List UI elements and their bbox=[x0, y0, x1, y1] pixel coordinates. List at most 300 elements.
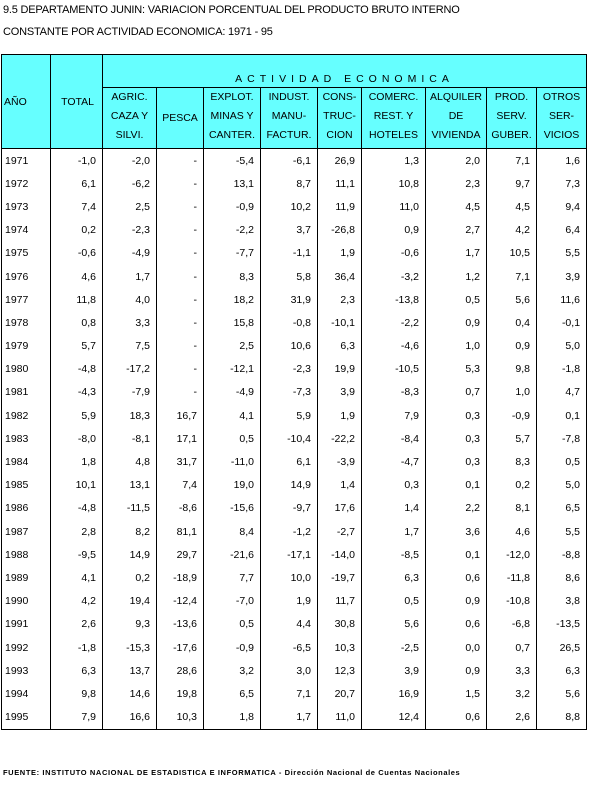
value-cell: -4,9 bbox=[103, 242, 157, 265]
value-cell: 1,7 bbox=[103, 265, 157, 288]
value-cell: 1,4 bbox=[362, 497, 426, 520]
value-cell: 5,6 bbox=[487, 288, 537, 311]
year-cell: 1995 bbox=[2, 706, 51, 730]
value-cell: 11,1 bbox=[318, 172, 362, 195]
header-activity-group: ACTIVIDAD ECONOMICA bbox=[103, 55, 587, 88]
year-cell: 1981 bbox=[2, 381, 51, 404]
year-cell: 1980 bbox=[2, 358, 51, 381]
value-cell: 8,4 bbox=[204, 520, 261, 543]
value-cell: -12,0 bbox=[487, 543, 537, 566]
value-cell: 0,3 bbox=[362, 474, 426, 497]
year-cell: 1976 bbox=[2, 265, 51, 288]
value-cell: -9,7 bbox=[261, 497, 318, 520]
value-cell: 0,9 bbox=[426, 311, 487, 334]
value-cell: 16,6 bbox=[103, 706, 157, 730]
gdp-variation-table bbox=[1, 54, 587, 730]
value-cell: 19,4 bbox=[103, 590, 157, 613]
value-cell: -1,8 bbox=[51, 636, 103, 659]
value-cell: - bbox=[157, 242, 204, 265]
value-cell: 18,2 bbox=[204, 288, 261, 311]
value-cell: 30,8 bbox=[318, 613, 362, 636]
header-column-line: PESCA bbox=[162, 111, 198, 124]
header-column-line: GUBER. bbox=[491, 129, 532, 141]
value-cell: -3,9 bbox=[318, 450, 362, 473]
value-cell: 1,9 bbox=[318, 404, 362, 427]
value-cell: 0,5 bbox=[426, 288, 487, 311]
value-cell: 4,5 bbox=[487, 195, 537, 218]
value-cell: 9,8 bbox=[487, 358, 537, 381]
value-cell: -7,9 bbox=[103, 381, 157, 404]
table-row bbox=[2, 149, 587, 173]
value-cell: 28,6 bbox=[157, 659, 204, 682]
header-column-line: INDUST. bbox=[268, 91, 310, 103]
table-row bbox=[2, 659, 587, 682]
header-column bbox=[261, 88, 318, 149]
value-cell: 0,6 bbox=[426, 613, 487, 636]
value-cell: 10,8 bbox=[362, 172, 426, 195]
header-column-line: VIVIENDA bbox=[431, 129, 481, 141]
value-cell: 11,9 bbox=[318, 195, 362, 218]
value-cell: 3,6 bbox=[426, 520, 487, 543]
value-cell: 11,0 bbox=[318, 706, 362, 730]
value-cell: 0,5 bbox=[537, 450, 587, 473]
value-cell: 2,8 bbox=[51, 520, 103, 543]
value-cell: -17,1 bbox=[261, 543, 318, 566]
value-cell: -2,3 bbox=[103, 219, 157, 242]
value-cell: -15,6 bbox=[204, 497, 261, 520]
year-cell: 1979 bbox=[2, 335, 51, 358]
table-row bbox=[2, 450, 587, 473]
value-cell: -2,0 bbox=[103, 149, 157, 173]
year-cell: 1988 bbox=[2, 543, 51, 566]
value-cell: -8,3 bbox=[362, 381, 426, 404]
value-cell: 2,7 bbox=[426, 219, 487, 242]
value-cell: -13,6 bbox=[157, 613, 204, 636]
table-row bbox=[2, 613, 587, 636]
value-cell: -6,5 bbox=[261, 636, 318, 659]
value-cell: 1,7 bbox=[362, 520, 426, 543]
value-cell: -8,4 bbox=[362, 427, 426, 450]
value-cell: 13,7 bbox=[103, 659, 157, 682]
table-row bbox=[2, 566, 587, 589]
value-cell: -15,3 bbox=[103, 636, 157, 659]
value-cell: 7,1 bbox=[261, 682, 318, 705]
table-header bbox=[2, 55, 587, 149]
value-cell: -1,8 bbox=[537, 358, 587, 381]
header-column bbox=[103, 88, 157, 149]
table-row bbox=[2, 242, 587, 265]
value-cell: -14,0 bbox=[318, 543, 362, 566]
value-cell: -10,5 bbox=[362, 358, 426, 381]
value-cell: -6,8 bbox=[487, 613, 537, 636]
value-cell: 18,3 bbox=[103, 404, 157, 427]
value-cell: 19,9 bbox=[318, 358, 362, 381]
value-cell: 0,7 bbox=[487, 636, 537, 659]
value-cell: -0,6 bbox=[51, 242, 103, 265]
value-cell: 7,9 bbox=[362, 404, 426, 427]
header-column-line: CANTER. bbox=[208, 129, 256, 141]
table-row bbox=[2, 636, 587, 659]
value-cell: 0,2 bbox=[487, 474, 537, 497]
table-row bbox=[2, 404, 587, 427]
value-cell: -18,9 bbox=[157, 566, 204, 589]
value-cell: 1,8 bbox=[204, 706, 261, 730]
value-cell: 0,9 bbox=[426, 659, 487, 682]
header-column-line: CAZA Y bbox=[110, 110, 149, 122]
value-cell: 1,3 bbox=[362, 149, 426, 173]
value-cell: 16,9 bbox=[362, 682, 426, 705]
value-cell: 0,3 bbox=[426, 450, 487, 473]
year-cell: 1974 bbox=[2, 219, 51, 242]
header-column-line: TRUC- bbox=[323, 110, 356, 122]
header-column-line: DE bbox=[448, 110, 464, 122]
table-title-line1: 9.5 DEPARTAMENTO JUNIN: VARIACION PORCENTUAL DEL PRODUCTO BRUTO INTERNO bbox=[3, 4, 460, 16]
value-cell: 5,5 bbox=[537, 520, 587, 543]
value-cell: 1,9 bbox=[318, 242, 362, 265]
value-cell: 0,5 bbox=[204, 613, 261, 636]
value-cell: 6,3 bbox=[318, 335, 362, 358]
value-cell: 4,1 bbox=[51, 566, 103, 589]
table-row bbox=[2, 195, 587, 218]
value-cell: -11,0 bbox=[204, 450, 261, 473]
value-cell: -2,7 bbox=[318, 520, 362, 543]
table-row bbox=[2, 172, 587, 195]
value-cell: 0,4 bbox=[487, 311, 537, 334]
value-cell: 0,2 bbox=[103, 566, 157, 589]
value-cell: -4,7 bbox=[362, 450, 426, 473]
value-cell: 12,3 bbox=[318, 659, 362, 682]
value-cell: 0,1 bbox=[426, 543, 487, 566]
value-cell: 4,7 bbox=[537, 381, 587, 404]
value-cell: 5,0 bbox=[537, 335, 587, 358]
header-column bbox=[362, 88, 426, 149]
value-cell: -8,1 bbox=[103, 427, 157, 450]
value-cell: 1,6 bbox=[537, 149, 587, 173]
value-cell: 7,4 bbox=[157, 474, 204, 497]
header-column bbox=[426, 88, 487, 149]
value-cell: 4,6 bbox=[51, 265, 103, 288]
header-column-line: SER- bbox=[548, 110, 575, 122]
value-cell: 4,5 bbox=[426, 195, 487, 218]
value-cell: 14,9 bbox=[261, 474, 318, 497]
value-cell: 5,9 bbox=[51, 404, 103, 427]
header-column-line: VICIOS bbox=[543, 129, 580, 141]
value-cell: 8,3 bbox=[204, 265, 261, 288]
table-row bbox=[2, 358, 587, 381]
header-column-line: EXPLOT. bbox=[210, 91, 254, 103]
value-cell: 17,6 bbox=[318, 497, 362, 520]
value-cell: 8,1 bbox=[487, 497, 537, 520]
value-cell: 0,9 bbox=[362, 219, 426, 242]
value-cell: 7,1 bbox=[487, 265, 537, 288]
table-row bbox=[2, 706, 587, 730]
value-cell: -2,2 bbox=[204, 219, 261, 242]
year-cell: 1991 bbox=[2, 613, 51, 636]
value-cell: - bbox=[157, 195, 204, 218]
value-cell: 3,0 bbox=[261, 659, 318, 682]
value-cell: 3,7 bbox=[261, 219, 318, 242]
value-cell: - bbox=[157, 265, 204, 288]
value-cell: 9,4 bbox=[537, 195, 587, 218]
value-cell: 29,7 bbox=[157, 543, 204, 566]
table-row bbox=[2, 335, 587, 358]
value-cell: 13,1 bbox=[103, 474, 157, 497]
value-cell: -10,1 bbox=[318, 311, 362, 334]
table-row bbox=[2, 381, 587, 404]
value-cell: 14,6 bbox=[103, 682, 157, 705]
value-cell: 10,5 bbox=[487, 242, 537, 265]
header-column-line: CONS- bbox=[322, 91, 357, 103]
value-cell: -2,3 bbox=[261, 358, 318, 381]
value-cell: 7,9 bbox=[51, 706, 103, 730]
value-cell: -10,8 bbox=[487, 590, 537, 613]
value-cell: -8,6 bbox=[157, 497, 204, 520]
header-year: AÑO bbox=[2, 55, 51, 149]
value-cell: 6,4 bbox=[537, 219, 587, 242]
value-cell: 19,8 bbox=[157, 682, 204, 705]
value-cell: 0,0 bbox=[426, 636, 487, 659]
value-cell: 2,3 bbox=[426, 172, 487, 195]
value-cell: 7,7 bbox=[204, 566, 261, 589]
value-cell: -11,5 bbox=[103, 497, 157, 520]
value-cell: 4,2 bbox=[51, 590, 103, 613]
value-cell: 4,2 bbox=[487, 219, 537, 242]
value-cell: -1,2 bbox=[261, 520, 318, 543]
value-cell: 5,7 bbox=[51, 335, 103, 358]
value-cell: - bbox=[157, 172, 204, 195]
table-row bbox=[2, 265, 587, 288]
value-cell: 2,0 bbox=[426, 149, 487, 173]
value-cell: -1,0 bbox=[51, 149, 103, 173]
value-cell: 13,1 bbox=[204, 172, 261, 195]
header-column-line: MANU- bbox=[271, 110, 307, 122]
value-cell: 0,9 bbox=[487, 335, 537, 358]
value-cell: 10,3 bbox=[318, 636, 362, 659]
table-row bbox=[2, 590, 587, 613]
header-column-line: ALQUILER bbox=[430, 91, 482, 103]
value-cell: 0,1 bbox=[426, 474, 487, 497]
value-cell: -8,5 bbox=[362, 543, 426, 566]
value-cell: 6,5 bbox=[537, 497, 587, 520]
value-cell: - bbox=[157, 219, 204, 242]
year-cell: 1994 bbox=[2, 682, 51, 705]
value-cell: 10,2 bbox=[261, 195, 318, 218]
value-cell: -7,8 bbox=[537, 427, 587, 450]
table-row bbox=[2, 474, 587, 497]
value-cell: -8,0 bbox=[51, 427, 103, 450]
value-cell: -4,8 bbox=[51, 497, 103, 520]
value-cell: 31,7 bbox=[157, 450, 204, 473]
value-cell: -4,6 bbox=[362, 335, 426, 358]
table-row bbox=[2, 311, 587, 334]
header-total: TOTAL bbox=[51, 55, 103, 149]
value-cell: -7,7 bbox=[204, 242, 261, 265]
value-cell: -21,6 bbox=[204, 543, 261, 566]
value-cell: 0,2 bbox=[51, 219, 103, 242]
value-cell: 8,2 bbox=[103, 520, 157, 543]
value-cell: -12,1 bbox=[204, 358, 261, 381]
value-cell: 0,9 bbox=[426, 590, 487, 613]
value-cell: 8,6 bbox=[537, 566, 587, 589]
value-cell: -13,8 bbox=[362, 288, 426, 311]
value-cell: 10,6 bbox=[261, 335, 318, 358]
value-cell: 1,8 bbox=[51, 450, 103, 473]
value-cell: 11,0 bbox=[362, 195, 426, 218]
value-cell: -3,2 bbox=[362, 265, 426, 288]
year-cell: 1971 bbox=[2, 149, 51, 173]
value-cell: 4,1 bbox=[204, 404, 261, 427]
value-cell: 19,0 bbox=[204, 474, 261, 497]
value-cell: -1,1 bbox=[261, 242, 318, 265]
value-cell: 11,6 bbox=[537, 288, 587, 311]
value-cell: 1,7 bbox=[261, 706, 318, 730]
value-cell: 3,9 bbox=[318, 381, 362, 404]
value-cell: 0,6 bbox=[426, 566, 487, 589]
value-cell: -0,8 bbox=[261, 311, 318, 334]
value-cell: 10,0 bbox=[261, 566, 318, 589]
value-cell: 0,3 bbox=[426, 427, 487, 450]
year-cell: 1985 bbox=[2, 474, 51, 497]
year-cell: 1987 bbox=[2, 520, 51, 543]
header-column bbox=[157, 88, 204, 149]
header-column-line: FACTUR. bbox=[266, 129, 312, 141]
value-cell: 4,8 bbox=[103, 450, 157, 473]
value-cell: 15,8 bbox=[204, 311, 261, 334]
value-cell: 5,6 bbox=[537, 682, 587, 705]
value-cell: 7,5 bbox=[103, 335, 157, 358]
header-column-line: OTROS bbox=[542, 91, 581, 103]
value-cell: 0,7 bbox=[426, 381, 487, 404]
table-row bbox=[2, 682, 587, 705]
value-cell: 7,1 bbox=[487, 149, 537, 173]
value-cell: 26,5 bbox=[537, 636, 587, 659]
year-cell: 1975 bbox=[2, 242, 51, 265]
value-cell: 11,8 bbox=[51, 288, 103, 311]
value-cell: - bbox=[157, 288, 204, 311]
value-cell: 16,7 bbox=[157, 404, 204, 427]
value-cell: -4,9 bbox=[204, 381, 261, 404]
year-cell: 1973 bbox=[2, 195, 51, 218]
value-cell: - bbox=[157, 335, 204, 358]
value-cell: -0,9 bbox=[204, 636, 261, 659]
value-cell: -12,4 bbox=[157, 590, 204, 613]
value-cell: 9,8 bbox=[51, 682, 103, 705]
year-cell: 1992 bbox=[2, 636, 51, 659]
value-cell: -7,3 bbox=[261, 381, 318, 404]
value-cell: 3,9 bbox=[537, 265, 587, 288]
value-cell: 0,1 bbox=[537, 404, 587, 427]
header-column-line: SERV. bbox=[496, 110, 527, 122]
value-cell: 7,4 bbox=[51, 195, 103, 218]
value-cell: 3,2 bbox=[487, 682, 537, 705]
value-cell: 4,6 bbox=[487, 520, 537, 543]
value-cell: 6,3 bbox=[362, 566, 426, 589]
header-column-line: MINAS Y bbox=[210, 110, 254, 122]
header-column bbox=[318, 88, 362, 149]
value-cell: 1,0 bbox=[487, 381, 537, 404]
value-cell: 1,5 bbox=[426, 682, 487, 705]
value-cell: 8,7 bbox=[261, 172, 318, 195]
year-cell: 1989 bbox=[2, 566, 51, 589]
value-cell: 1,9 bbox=[261, 590, 318, 613]
value-cell: -0,6 bbox=[362, 242, 426, 265]
header-column bbox=[537, 88, 587, 149]
value-cell: 6,3 bbox=[51, 659, 103, 682]
value-cell: - bbox=[157, 381, 204, 404]
value-cell: 0,5 bbox=[362, 590, 426, 613]
value-cell: 5,0 bbox=[537, 474, 587, 497]
value-cell: 2,5 bbox=[103, 195, 157, 218]
value-cell: 2,2 bbox=[426, 497, 487, 520]
year-cell: 1986 bbox=[2, 497, 51, 520]
value-cell: -9,5 bbox=[51, 543, 103, 566]
value-cell: -2,2 bbox=[362, 311, 426, 334]
value-cell: -22,2 bbox=[318, 427, 362, 450]
header-column bbox=[487, 88, 537, 149]
value-cell: -17,6 bbox=[157, 636, 204, 659]
value-cell: 2,3 bbox=[318, 288, 362, 311]
table-row bbox=[2, 497, 587, 520]
value-cell: -7,0 bbox=[204, 590, 261, 613]
value-cell: -0,9 bbox=[487, 404, 537, 427]
value-cell: 7,3 bbox=[537, 172, 587, 195]
value-cell: 1,2 bbox=[426, 265, 487, 288]
value-cell: 14,9 bbox=[103, 543, 157, 566]
header-column-line: AGRIC. bbox=[111, 91, 148, 103]
value-cell: 3,8 bbox=[537, 590, 587, 613]
header-column-line: REST. Y bbox=[373, 110, 414, 122]
year-cell: 1993 bbox=[2, 659, 51, 682]
value-cell: 1,7 bbox=[426, 242, 487, 265]
value-cell: 8,8 bbox=[537, 706, 587, 730]
table-row bbox=[2, 543, 587, 566]
value-cell: 5,8 bbox=[261, 265, 318, 288]
value-cell: -10,4 bbox=[261, 427, 318, 450]
value-cell: 17,1 bbox=[157, 427, 204, 450]
value-cell: 6,1 bbox=[51, 172, 103, 195]
value-cell: -4,8 bbox=[51, 358, 103, 381]
header-column bbox=[204, 88, 261, 149]
value-cell: -0,1 bbox=[537, 311, 587, 334]
value-cell: 0,6 bbox=[426, 706, 487, 730]
value-cell: 1,4 bbox=[318, 474, 362, 497]
value-cell: -6,1 bbox=[261, 149, 318, 173]
value-cell: 5,6 bbox=[362, 613, 426, 636]
value-cell: -13,5 bbox=[537, 613, 587, 636]
header-column-line: HOTELES bbox=[368, 129, 418, 141]
value-cell: 5,9 bbox=[261, 404, 318, 427]
value-cell: 1,0 bbox=[426, 335, 487, 358]
year-cell: 1990 bbox=[2, 590, 51, 613]
value-cell: 3,9 bbox=[362, 659, 426, 682]
header-column-line: COMERC. bbox=[368, 91, 419, 103]
value-cell: -5,4 bbox=[204, 149, 261, 173]
value-cell: -26,8 bbox=[318, 219, 362, 242]
value-cell: 0,5 bbox=[204, 427, 261, 450]
value-cell: 3,2 bbox=[204, 659, 261, 682]
value-cell: 81,1 bbox=[157, 520, 204, 543]
value-cell: 36,4 bbox=[318, 265, 362, 288]
value-cell: 4,0 bbox=[103, 288, 157, 311]
table-row bbox=[2, 219, 587, 242]
value-cell: 3,3 bbox=[487, 659, 537, 682]
header-column-line: CION bbox=[326, 129, 353, 141]
source-footnote: FUENTE: INSTITUTO NACIONAL DE ESTADISTICA E INFORMATICA - Dirección Nacional de Cuentas Nacionales bbox=[3, 768, 461, 777]
header-column-line: SILVI. bbox=[115, 129, 144, 141]
table-row bbox=[2, 520, 587, 543]
year-cell: 1978 bbox=[2, 311, 51, 334]
value-cell: -0,9 bbox=[204, 195, 261, 218]
